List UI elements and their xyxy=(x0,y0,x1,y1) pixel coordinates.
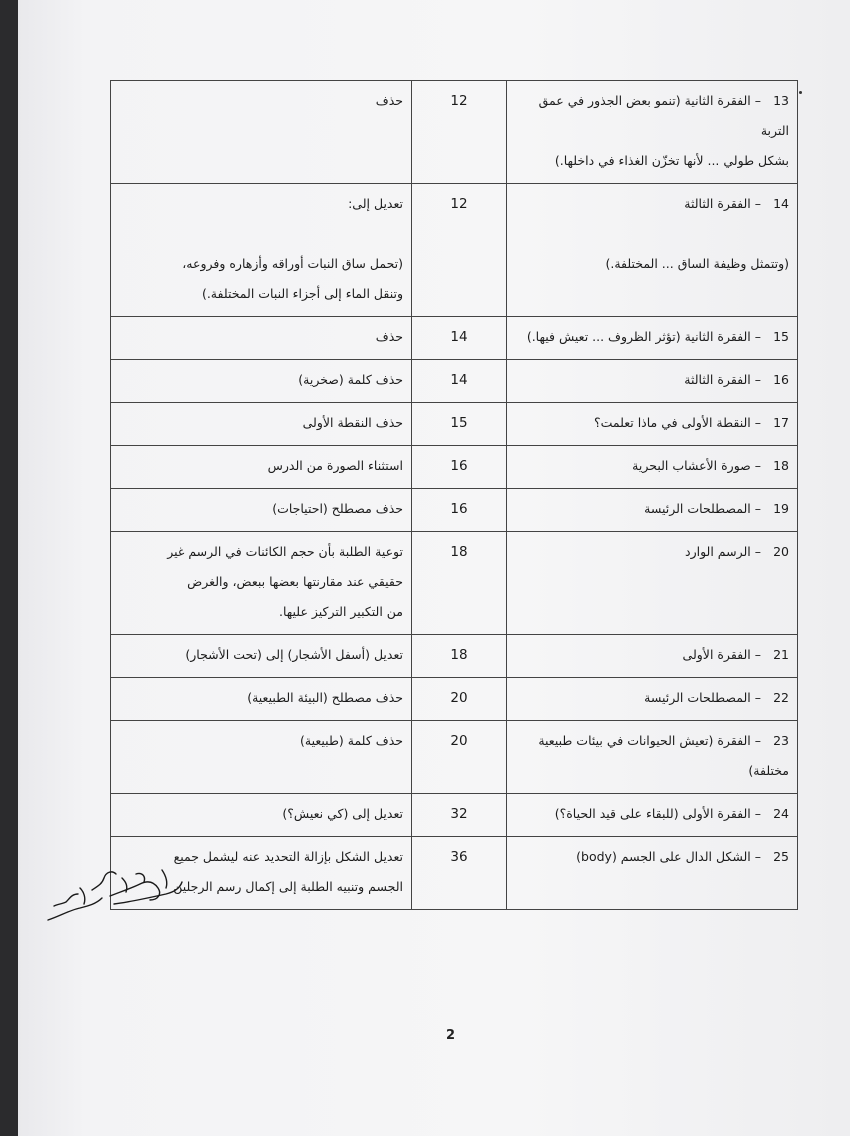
item-text: بشكل طولي ... لأنها تخزّن الغذاء في داخلها.) xyxy=(554,153,789,168)
item-text: الفقرة الثالثة xyxy=(684,372,751,387)
item-number: 24 xyxy=(773,806,789,821)
page-cell: 14 xyxy=(412,360,507,403)
note-cell xyxy=(111,794,412,837)
page-cell: 16 xyxy=(412,489,507,532)
item-number: 20 xyxy=(773,544,789,559)
item-text: الفقرة الثالثة xyxy=(684,196,751,211)
table-row xyxy=(111,360,798,403)
note-text: حذف xyxy=(375,329,403,344)
note-text: استثناء الصورة من الدرس xyxy=(267,458,403,473)
note-cell xyxy=(111,184,412,317)
note-text: (تحمل ساق النبات أوراقه وأزهاره وفروعه، xyxy=(182,256,403,271)
item-number: 22 xyxy=(773,690,789,705)
note-cell xyxy=(111,678,412,721)
note-text: الجسم وتنبيه الطلبة إلى إكمال رسم الرجلين xyxy=(173,879,403,894)
table-row xyxy=(111,403,798,446)
note-text: حذف كلمة (صخرية) xyxy=(298,372,403,387)
note-text: تعديل الشكل بإزالة التحديد عنه ليشمل جميع xyxy=(173,849,403,864)
item-cell: 17– النقطة الأولى في ماذا تعلمت؟ xyxy=(507,403,798,446)
item-text: الفقرة الثانية (تنمو بعض الجذور في عمق التربة xyxy=(538,93,789,138)
item-text: النقطة الأولى في ماذا تعلمت؟ xyxy=(593,415,751,430)
page-cell: 14 xyxy=(412,317,507,360)
table-row xyxy=(111,81,798,184)
item-text: الرسم الوارد xyxy=(685,544,751,559)
table-row xyxy=(111,837,798,910)
item-number: 13 xyxy=(773,93,789,108)
revisions-table-body xyxy=(111,81,798,910)
note-cell xyxy=(111,317,412,360)
item-cell: 19– المصطلحات الرئيسة xyxy=(507,489,798,532)
item-text: الفقرة (تعيش الحيوانات في بيئات طبيعية مختلفة) xyxy=(538,733,789,778)
item-number: 18 xyxy=(773,458,789,473)
item-number: 19 xyxy=(773,501,789,516)
note-cell xyxy=(111,446,412,489)
note-text xyxy=(119,219,403,249)
note-text: توعية الطلبة بأن حجم الكائنات في الرسم غير xyxy=(167,544,403,559)
stray-dot xyxy=(799,91,802,94)
item-text: الفقرة الأولى xyxy=(682,647,751,662)
page-cell: 12 xyxy=(412,81,507,184)
item-number: 21 xyxy=(773,647,789,662)
note-cell xyxy=(111,81,412,184)
page-cell: 20 xyxy=(412,678,507,721)
revisions-table xyxy=(110,80,798,910)
table-row xyxy=(111,489,798,532)
page-number: 2 xyxy=(446,1028,456,1043)
item-cell: 21– الفقرة الأولى xyxy=(507,635,798,678)
item-text: الفقرة الأولى (للبقاء على قيد الحياة؟) xyxy=(554,806,751,821)
document-page xyxy=(18,0,850,1136)
item-number: 25 xyxy=(773,849,789,864)
note-cell xyxy=(111,403,412,446)
item-number: 23 xyxy=(773,733,789,748)
item-number: 16 xyxy=(773,372,789,387)
item-cell: 22– المصطلحات الرئيسة xyxy=(507,678,798,721)
note-text: تعديل (أسفل الأشجار) إلى (تحت الأشجار) xyxy=(185,647,403,662)
page-cell: 12 xyxy=(412,184,507,317)
item-cell: 14– الفقرة الثالثة (وتتمثل وظيفة الساق ... المختلفة.) xyxy=(507,184,798,317)
table-row xyxy=(111,532,798,635)
item-number: 14 xyxy=(773,196,789,211)
note-text: حذف كلمة (طبيعية) xyxy=(300,733,403,748)
item-text: الشكل الدال على الجسم (body) xyxy=(576,849,751,864)
page-cell: 16 xyxy=(412,446,507,489)
item-text: صورة الأعشاب البحرية xyxy=(632,458,751,473)
page-cell: 15 xyxy=(412,403,507,446)
item-cell: 18– صورة الأعشاب البحرية xyxy=(507,446,798,489)
note-text: حذف النقطة الأولى xyxy=(302,415,403,430)
page-cell: 18 xyxy=(412,532,507,635)
note-cell xyxy=(111,489,412,532)
note-cell xyxy=(111,532,412,635)
page-cell: 36 xyxy=(412,837,507,910)
item-cell: 25– الشكل الدال على الجسم (body) xyxy=(507,837,798,910)
note-text: حقيقي عند مقارنتها بعضها ببعض، والغرض xyxy=(187,574,403,589)
table-row xyxy=(111,678,798,721)
table-row xyxy=(111,635,798,678)
item-text: المصطلحات الرئيسة xyxy=(644,501,751,516)
note-cell xyxy=(111,360,412,403)
table-row xyxy=(111,446,798,489)
note-text: حذف مصطلح (البيئة الطبيعية) xyxy=(247,690,403,705)
item-cell: 20– الرسم الوارد xyxy=(507,532,798,635)
item-cell: 24– الفقرة الأولى (للبقاء على قيد الحياة؟) xyxy=(507,794,798,837)
item-text: (وتتمثل وظيفة الساق ... المختلفة.) xyxy=(605,256,789,271)
handwritten-signature xyxy=(40,858,190,938)
page-cell: 32 xyxy=(412,794,507,837)
note-text: تعديل إلى: xyxy=(348,196,403,211)
note-text: حذف مصطلح (احتياجات) xyxy=(272,501,403,516)
note-text: وتنقل الماء إلى أجزاء النبات المختلفة.) xyxy=(201,286,403,301)
table-row xyxy=(111,184,798,317)
page-cell: 20 xyxy=(412,721,507,794)
item-cell: 23– الفقرة (تعيش الحيوانات في بيئات طبيعية مختلفة) xyxy=(507,721,798,794)
table-row xyxy=(111,794,798,837)
item-text: الفقرة الثانية (تؤثر الظروف ... تعيش فيها.) xyxy=(526,329,751,344)
note-text: من التكبير التركيز عليها. xyxy=(278,604,403,619)
item-number: 15 xyxy=(773,329,789,344)
table-row xyxy=(111,317,798,360)
note-text: حذف xyxy=(375,93,403,108)
item-cell: 15– الفقرة الثانية (تؤثر الظروف ... تعيش فيها.) xyxy=(507,317,798,360)
item-text xyxy=(515,219,789,249)
item-cell: 16– الفقرة الثالثة xyxy=(507,360,798,403)
page-cell: 18 xyxy=(412,635,507,678)
note-text: تعديل إلى (كي نعيش؟) xyxy=(282,806,403,821)
item-cell: 13– الفقرة الثانية (تنمو بعض الجذور في عمق التربة بشكل طولي ... لأنها تخزّن الغذاء في داخلها.) xyxy=(507,81,798,184)
note-cell xyxy=(111,721,412,794)
item-text: المصطلحات الرئيسة xyxy=(644,690,751,705)
note-cell xyxy=(111,635,412,678)
table-row xyxy=(111,721,798,794)
item-number: 17 xyxy=(773,415,789,430)
